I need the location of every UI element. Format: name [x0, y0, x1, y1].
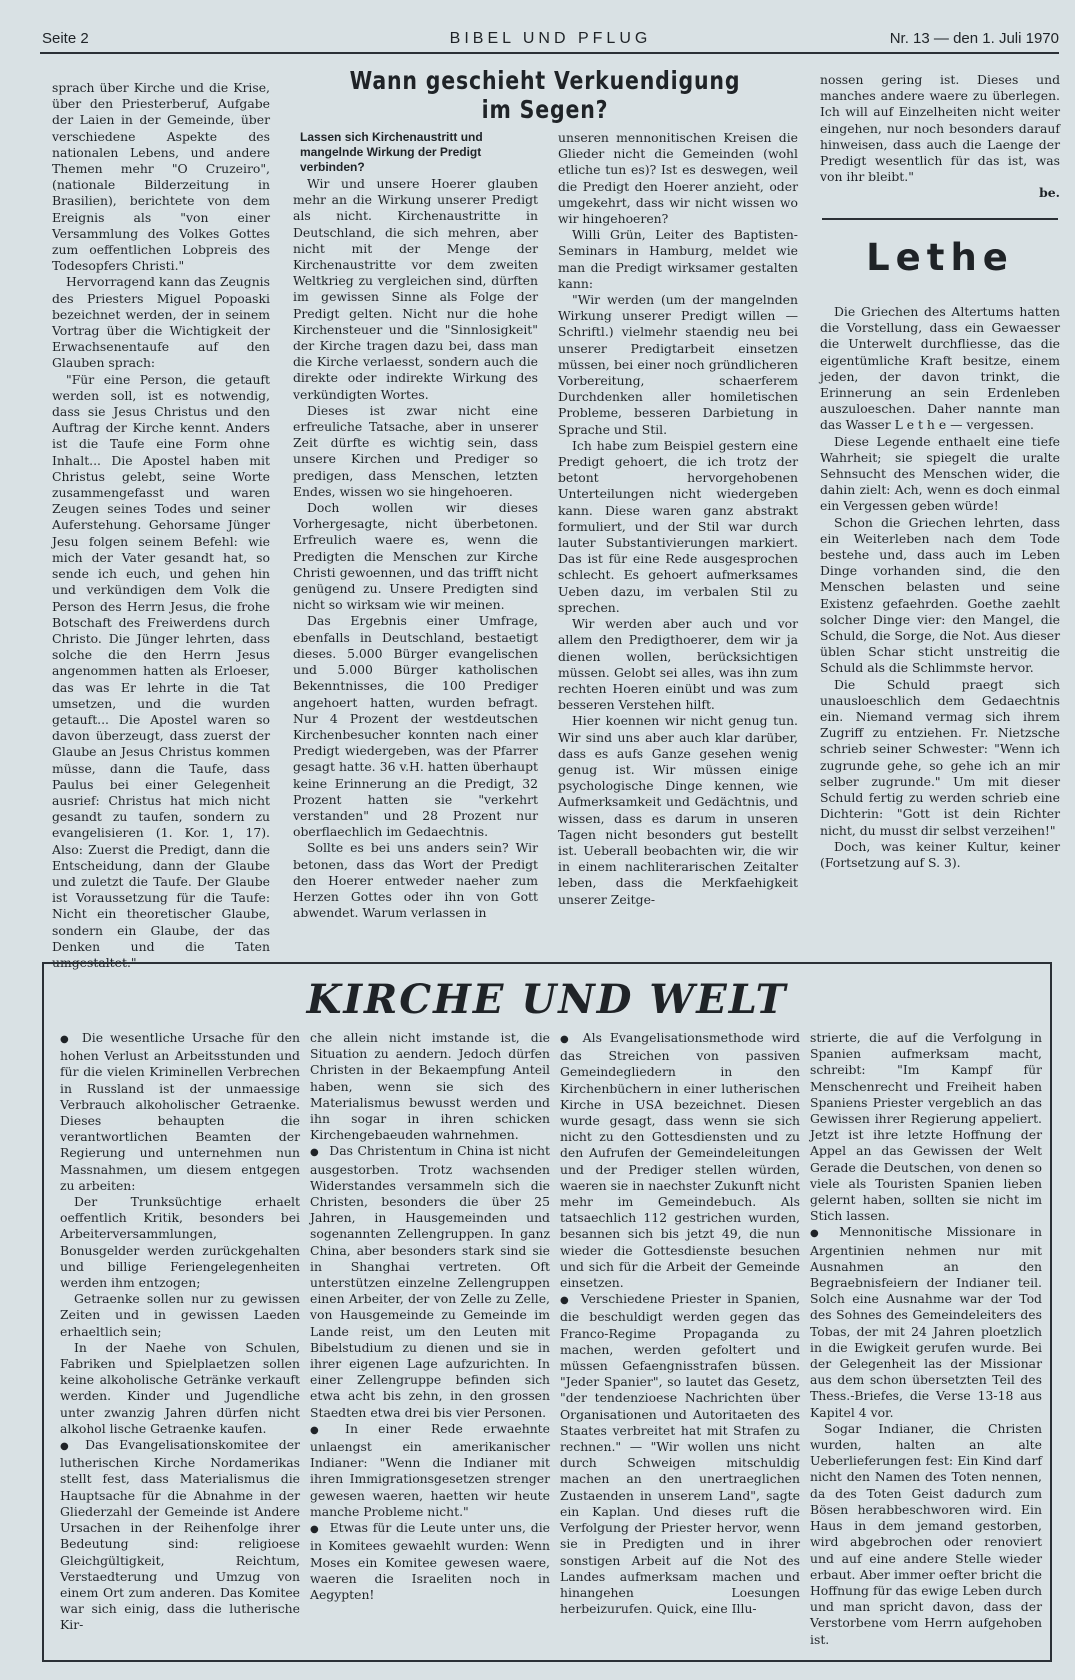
paragraph: "Für eine Person, die getauft werden soll, ist es notwendig, dass sie Jesus Christus und den Auftrag der Kirche kennt. Anders ist die Taufe eine Form ohne Inhalt... Die Apostel haben mit Christus gelebt, seine Worte zusammengefasst und waren Zeugen seines Todes und seiner Auferstehung. Gehorsame Jünger Jesu folgen seinem Befehl: wie mich der Vater gesandt hat, so sende ich euch, und gehen hin und verkündigen dem Volk die Person des Herrn Jesus, die frohe Botschaft des Freiwerdens durch Christo. Die Jünger lehrten, dass solche die den Herrn Jesus angenommen hatten als Erloeser, das was Er lehrte in die Tat umsetzen, und die wurden getauft... Die Apostel waren so davon überzeugt, dass zuerst der Glaube an Jesus Christus kommen müsse, dann die Taufe, dass Paulus bei einer Gelegenheit ausrief: Christus hat mich nicht gesandt zu taufen, sondern zu evangelisieren (1. Kor. 1, 17). Also: Zuerst die Predigt, dann die Entscheidung, dann der Glaube und zuletzt die Taufe. Der Glaube ist Voraussetzung für die Taufe: Nicht ein theoretischer Glaube, sondern ein Glaube, der das Denken und die Taten umgestaltet."	[52, 371, 270, 970]
article-title: Wann geschieht Verkuendigung im Segen?	[349, 66, 741, 124]
news-item: ● Mennonitische Missionare in Argentinien nehmen nur mit Ausnahmen an den Begraebnisfeiern der Indianer teil. Solch eine Ausnahme war der Tod des Sohnes des Gemeindeleiters des Tobas, der mit 24 Jahren ploetzlich in die Ewigkeit gerufen wurde. Bei der Gelegenheit las der Missionar aus dem schon übersetzten Teil des Thess.-Briefes, die Verse 13-18 aus Kapitel 4 vor.	[810, 1224, 1042, 1420]
paragraph: Ich habe zum Beispiel gestern eine Predigt gehoert, die ich trotz der betont hervorgehobenen Unterteilungen nicht wiedergeben kann. Diese waren ganz abstrakt formuliert, und der Stil war durch lauter Substantivierungen markiert. Das ist für eine Rede ausgesprochen schlecht. Es gehoert aufmerksames Ueben dazu, im verbalen Stil zu sprechen.	[558, 437, 798, 615]
news-item: ● Die wesentliche Ursache für den hohen Verlust an Arbeitsstunden und für die vielen Kriminellen Verbrechen in Russland ist der unmaessige Verbrauch alkoholischer Getraenke. Dieses behaupten die verantwortlichen Beamten der Regierung und unternehmen nun Massnahmen, um diesem entgegen zu arbeiten:	[60, 1030, 300, 1194]
paragraph: Wir und unsere Hoerer glauben mehr an die Wirkung unserer Predigt als nicht. Kirchenaustritte in Deutschland, die sich mehren, aber nicht mit der Menge der Kirchenaustritte vor dem zweiten Weltkrieg zu vergleichen sind, dürften im gewissen Sinne als Folge der Predigt gelten. Nicht nur die hohe Kirchensteuer und die "Sinnlosigkeit" der Kirche tragen dazu bei, dass man die Kirche verlaesst, sondern auch die direkte oder indirekte Wirkung des verkündigten Wortes.	[293, 176, 538, 402]
paragraph: Die Schuld praegt sich unausloeschlich dem Gedaechtnis ein. Niemand vermag sich ihrem Zugriff zu entziehen. Fr. Nietzsche schrieb seiner Schwester: "Wenn ich zugrunde gehe, so gehe ich an mir selber zugrunde." Um mit dieser Schuld fertig zu werden schrieb eine Dichterin: "Gott ist dein Richter nicht, du musst dir selbst verzeihen!"	[820, 676, 1060, 838]
paragraph: Sogar Indianer, die Christen wurden, halten an alte Ueberlieferungen fest: Ein Kind darf nicht den Namen des Toten nennen, da des Toten Geist dadurch zum Bösen herabbeschworen wird. Ein Haus in dem jemand gestorben, wird abgebrochen oder renoviert und auf eine andere Stelle wieder erbaut. Aber immer oefter bricht die Hoffnung für das ewige Leben durch und man spricht davon, dass der Verstorbene vom Herrn aufgehoben ist.	[810, 1420, 1042, 1647]
news-item: ● Verschiedene Priester in Spanien, die beschuldigt werden gegen das Franco-Regime Propaganda zu machen, werden gefoltert und müssen Gefaengnisstrafen büssen. "Jeder Spanier", so lautet das Gesetz, "der tendenzioese Nachrichten über Organisationen und Autoritaeten des Staates verbreitet hat mit Strafen zu rechnen." — "Wir wollen uns nicht durch Schweigen mitschuldig machen an den unertraeglichen Zustaenden in unserem Land", sagte ein Kaplan. Und dieses ruft die Verfolgung der Priester hervor, wenn sie in Predigten und in ihrer sonstigen Arbeit auf die Not des Landes aufmerksam machen und hinangehen Loesungen herbeizurufen. Quick, eine Illu-	[560, 1291, 800, 1617]
paragraph: nossen gering ist. Dieses und manches andere waere zu überlegen. Ich will auf Einzelheiten nicht weiter eingehen, nur noch besonders darauf hinweisen, dass auch die Laenge der Predigt wesentlich für das ist, was von ihr bleibt."	[820, 72, 1060, 185]
paragraph: Sollte es bei uns anders sein? Wir betonen, dass das Wort der Predigt den Hoerer entweder naeher zum Herzen Gottes oder ihn von Gott abwendet. Warum verlassen in	[293, 840, 538, 921]
paragraph: Schon die Griechen lehrten, dass ein Weiterleben nach dem Tode bestehe und, dass auch im Leben Dinge vorhanden sind, die den Menschen belasten und seine Existenz gefaehrden. Goethe zaehlt solcher Dinge vier: den Mangel, die Schuld, die Sorge, die Not. Aus dieser üblen Schar sticht unstreitig die Schuld als die Schlimmste hervor.	[820, 514, 1060, 676]
kirche-und-welt-title: KIRCHE UND WELT	[306, 976, 788, 1023]
masthead: BIBEL UND PFLUG	[449, 30, 652, 47]
paragraph: Die Griechen des Altertums hatten die Vorstellung, dass ein Gewaesser die Unterwelt durchfliesse, das die eigentümliche Kraft besitze, einem jeden, der davon trinkt, die Erinnerung an sein Erdenleben auszuloeschen. Daher nannte man das Wasser L e t h e — vergessen.	[820, 304, 1060, 433]
article-column-4	[820, 72, 1060, 212]
paragraph: In der Naehe von Schulen, Fabriken und Spielplaetzen sollen keine alkoholische Getränke verkauft werden. Kinder und Jugendliche unter zwanzig Jahren dürfen nicht alkohol lische Getraenke kaufen.	[60, 1339, 300, 1436]
article-subtitle: Lassen sich Kirchenaustritt und mangelnde Wirkung der Predigt verbinden?	[300, 130, 483, 174]
paragraph: Wir werden aber auch und vor allem den Predigthoerer, dem wir ja dienen wollen, berücksichtigen müssen. Gelobt sei alles, was ihn zum rechten Hoeren einübt und was zum besseren Verstehen hilft.	[558, 616, 798, 713]
page-header	[42, 26, 1059, 54]
news-item: ● Das Christentum in China ist nicht ausgestorben. Trotz wachsenden Widerstandes versammeln sich die Christen, besonders die über 25 Jahren, in Hausgemeinden und sogenannten Zellengruppen. In ganz China, aber besonders stark sind sie in Shanghai vertreten. Oft unterstützen einzelne Zellengruppen einen Arbeiter, der von Zelle zu Zelle, von Hausgemeinde zu Gemeinde im Lande reist, um den Leuten mit Bibelstudium zu dienen und sie in ihrer eigenen Lage aufzurichten. In einer Zellengruppe befinden sich etwa acht bis zehn, in den grossen Staedten etwa drei bis vier Personen.	[310, 1143, 550, 1420]
article-signature: be.	[1039, 185, 1060, 201]
paragraph: Hier koennen wir nicht genug tun. Wir sind uns aber auch klar darüber, dass es aufs Ganze gesehen wenig genug ist. Wir müssen einige psychologische Dinge kennen, wie Aufmerksamkeit und Gedächtnis, und wissen, dass es darum in unseren Tagen nicht besonders gut bestellt ist. Ueberall beobachten wir, die wir in einem nachliterarischen Zeitalter leben, dass die Merkfaehigkeit unserer Zeitge-	[558, 713, 798, 907]
news-item: ● Als Evangelisationsmethode wird das Streichen von passiven Gemeindegliedern in den Kirchenbüchern in einer lutherischen Kirche in USA bezeichnet. Diesen wurde gesagt, dass wenn sie sich nicht zu den Gottesdiensten und zu den Aufrufen der Gemeindeleitungen und der Prediger stellen würden, waeren sie in naechster Zukunft nicht mehr im Gemeindebuch. Als tatsaechlich 112 gestrichen wurden, besannen sich bis jetzt 49, die nun wieder die Gottesdienste besuchen und sich für die Arbeit der Gemeinde einsetzen.	[560, 1030, 800, 1291]
paragraph: Dieses ist zwar nicht eine erfreuliche Tatsache, aber in unserer Zeit dürfte es wichtig sein, dass unsere Kirchen und Prediger so predigen, dass Menschen, letzten Endes, wissen wo sie hingehoeren.	[293, 402, 538, 499]
paragraph: Getraenke sollen nur zu gewissen Zeiten und in gewissen Laeden erhaeltlich sein;	[60, 1291, 300, 1339]
lethe-column	[820, 304, 1060, 944]
article-column-2	[293, 176, 538, 946]
paragraph: che allein nicht imstande ist, die Situation zu aendern. Jedoch dürfen Christen in der Bekaempfung Anteil haben, wenn sie sich des Materialismus bewusst werden und ihn sogar in ihren schicken Kirchengebaeuden wahrnehmen.	[310, 1030, 550, 1143]
kw-column-2	[310, 1030, 550, 1650]
header-rule	[40, 52, 1059, 54]
paragraph: Diese Legende enthaelt eine tiefe Wahrheit; sie spiegelt die uralte Sehnsucht des Menschen wider, die dahin zielt: Ach, wenn es doch einmal ein Vergessen geben würde!	[820, 433, 1060, 514]
paragraph: Willi Grün, Leiter des Baptisten-Seminars in Hamburg, meldet wie man die Predigt wirksamer gestalten kann:	[558, 227, 798, 291]
news-item: ● Das Evangelisationskomitee der lutherischen Kirche Nordamerikas stellt fest, dass Materialismus die Hauptsache für die Abnahme in der Gliederzahl der Gemeinde ist Andere Ursachen in der Reihenfolge ihrer Bedeutung sind: religioese Gleichgültigkeit, Reichtum, Verstaedterung und Umzug von einem Ort zum anderen. Das Komitee war sich einig, dass die lutherische Kir-	[60, 1437, 300, 1633]
paragraph: unseren mennonitischen Kreisen die Glieder nicht die Gemeinden (wohl etliche tun es)? Ist es deswegen, weil die Predigt den Hoerer anzieht, oder umgekehrt, dass wir nicht wissen wo wir hingehoeren?	[558, 130, 798, 227]
kw-column-1	[60, 1030, 300, 1650]
paragraph: Das Ergebnis einer Umfrage, ebenfalls in Deutschland, bestaetigt dieses. 5.000 Bürger evangelischen und 5.000 Bürger katholischen Bekenntnisses, die 100 Prediger angehoert hatten, wurden befragt. Nur 4 Prozent der westdeutschen Kirchenbesucher konnten nach einer Predigt wiedergeben, was der Pfarrer gesagt hatte. 36 v.H. hatten überhaupt keine Erinnerung an die Predigt, 32 Prozent hatten sie "verkehrt verstanden" und 28 Prozent nur oberflaechlich im Gedaechtnis.	[293, 613, 538, 840]
paragraph: Hervorragend kann das Zeugnis des Priesters Miguel Popoaski bezeichnet werden, der in seinem Vortrag über die Wichtigkeit der Erwachsenentaufe auf den Glauben sprach:	[52, 274, 270, 371]
paragraph: Doch wollen wir dieses Vorhergesagte, nicht überbetonen. Erfreulich waere es, wenn die Predigten die Menschen zur Kirche Christi gewoennen, und das trifft nicht genügend zu. Unsere Predigten sind nicht so wirksam wie wir meinen.	[293, 500, 538, 613]
kw-column-4	[810, 1030, 1042, 1650]
article-column-3	[558, 130, 798, 946]
lethe-rule	[822, 218, 1058, 220]
paragraph: Doch, was keiner Kultur, keiner (Fortsetzung auf S. 3).	[820, 838, 1060, 870]
news-item: ● In einer Rede erwaehnte unlaengst ein amerikanischer Indianer: "Wenn die Indianer mit ihren Immigrationsgesetzen strenger gewesen waeren, haetten wir heute manche Probleme nicht."	[310, 1421, 550, 1520]
lethe-title: Lethe	[866, 236, 1014, 279]
news-item: ● Etwas für die Leute unter uns, die in Komitees gewaehlt wurden: Wenn Moses ein Komitee gewesen waere, waeren die Israeliten noch in Aegypten!	[310, 1520, 550, 1603]
paragraph: sprach über Kirche und die Krise, über den Priesterberuf, Aufgabe der Laien in der Gemeinde, über verschiedene Aspekte des nationalen Lebens, und andere Themen mehr "O Cruzeiro", (nationale Bilderzeitung in Brasilien), berichtete von dem Ereignis als "von einer Versammlung des Volkes Gottes zum oeffentlichen Lobpreis des Todesopfers Christi."	[52, 80, 270, 274]
paragraph: strierte, die auf die Verfolgung in Spanien aufmerksam macht, schreibt: "Im Kampf für Menschenrecht und Freiheit haben Spaniens Priester vergeblich an das Gewissen ihrer Regierung appeliert. Jetzt ist ihre letzte Hoffnung der Appel an das Gewissen der Welt Gerade die Deutschen, von denen so viele als Touristen Spanien lieben gelernt haben, sollten sie nicht im Stich lassen.	[810, 1030, 1042, 1224]
kw-column-3	[560, 1030, 800, 1650]
issue-date: Nr. 13 — den 1. Juli 1970	[889, 30, 1059, 47]
page-number: Seite 2	[42, 30, 89, 47]
paragraph: Der Trunksüchtige erhaelt oeffentlich Kritik, besonders bei Arbeiterversammlungen, Bonusgelder werden zurückgehalten und billige Feriengelegenheiten werden ihm entzogen;	[60, 1194, 300, 1291]
column-1-continued-article	[52, 80, 270, 970]
paragraph: "Wir werden (um der mangelnden Wirkung unserer Predigt willen — Schriftl.) vielmehr staendig neu bei unserer Predigtarbeit einsetzen müssen, bei einer noch gründlicheren Vorbereitung, schaerferem Durchdenken aller homiletischen Probleme, besseren Darbietung in Sprache und Stil.	[558, 292, 798, 437]
